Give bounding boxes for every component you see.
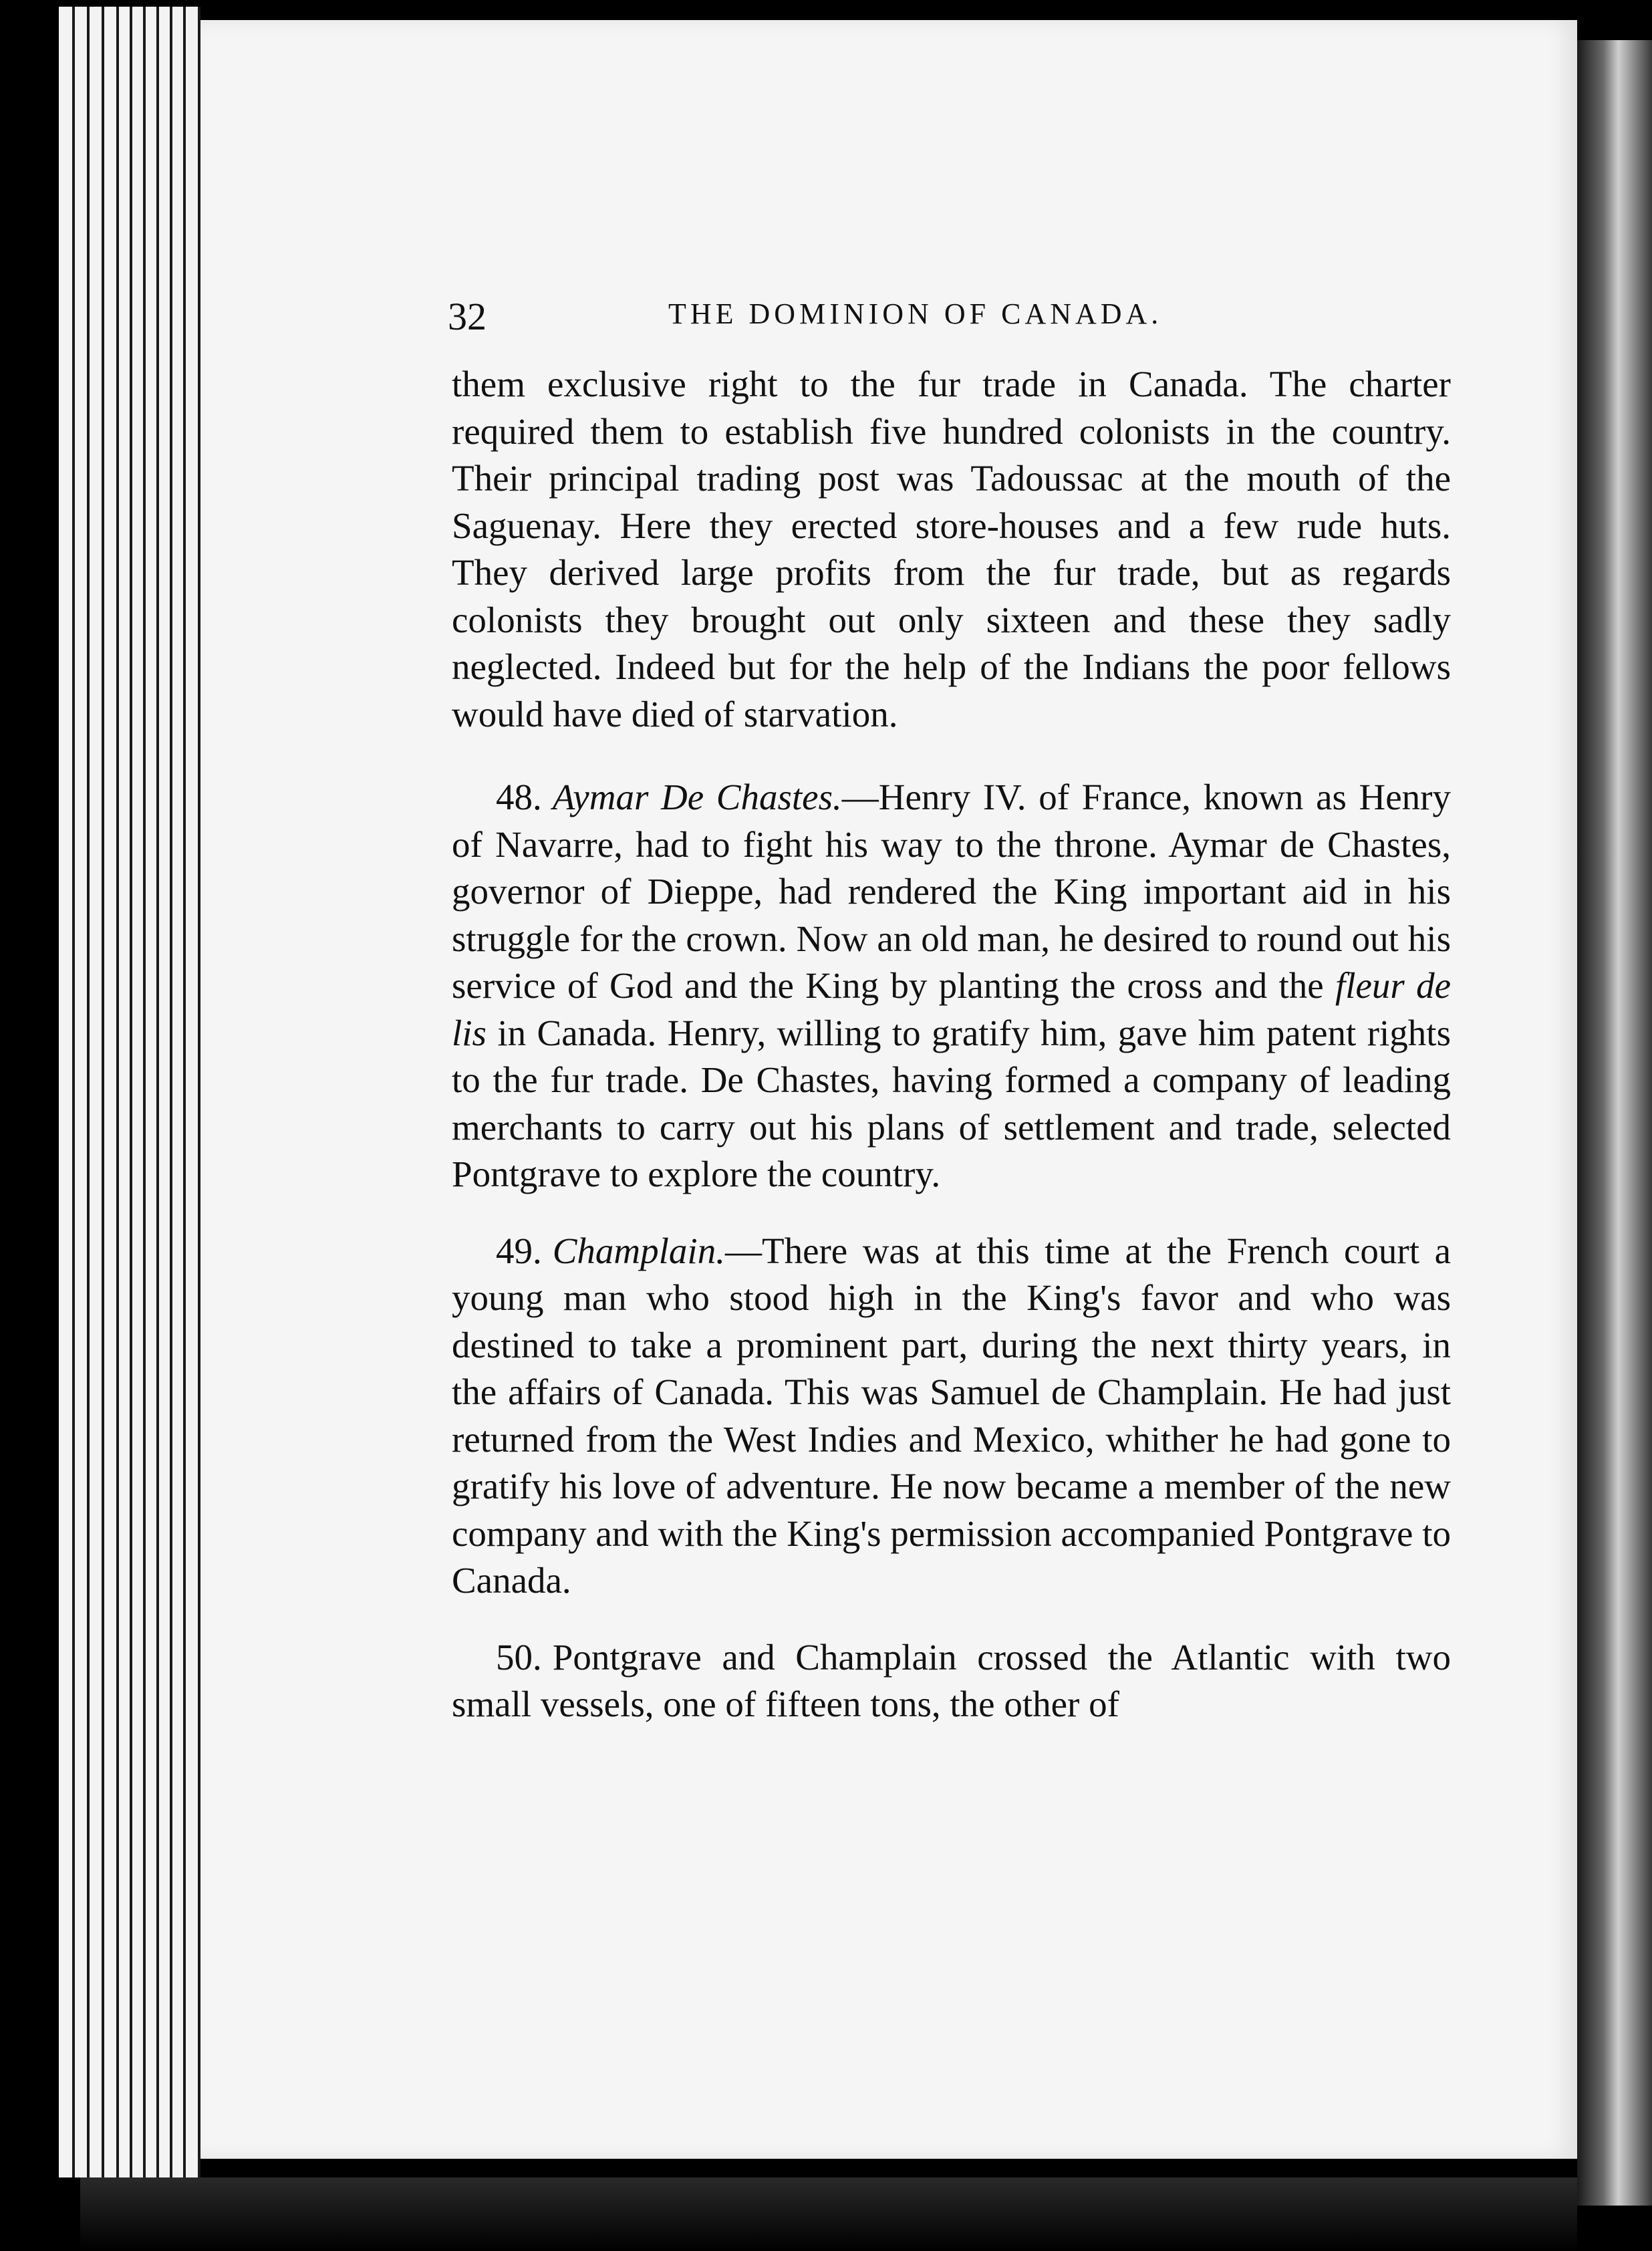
running-title: THE DOMINION OF CANADA.	[668, 297, 1163, 330]
page-edge	[146, 7, 159, 2177]
paragraph-number: 48.	[496, 777, 542, 817]
paragraph-number: 50.	[496, 1636, 542, 1678]
page-edge	[132, 7, 146, 2177]
book-binding-shadow	[1577, 40, 1652, 2206]
paragraph-text: —There was at this time at the French court a young man who stood high in the King's favor and who was destined to take a prominent part, during the next thirty years, in the affairs of Canada. This was Samuel de Champlain. He had just returned from the West Indies and Mexico, whither he had gone to gratify his love of adventure. He now became a member of the new company and with the King's permission accompanied Pontgrave to Canada.	[452, 1230, 1451, 1601]
paragraph-continued	[452, 361, 1451, 738]
section-heading: Aymar De Chastes.	[552, 777, 842, 817]
paragraph-text: in Canada. Henry, willing to gratify him, gave him patent rights to the fur trade. De Chastes, having formed a company of leading merchants to carry out his plans of settlement and trade, selected Pontgrave to explore the country.	[452, 1012, 1451, 1194]
body-text	[452, 361, 1451, 1758]
page-edge	[172, 7, 186, 2177]
paragraph-text: —Henry IV. of France, known as Henry of Navarre, had to fight his way to the throne. Aymar de Chastes, governor of Dieppe, had rendered the King important aid in his struggle for the crown. Now an old man, he desired to round out his service of God and the King by planting the cross and the	[452, 777, 1451, 1006]
page-edge	[159, 7, 172, 2177]
italic-phrase: fleur de lis	[452, 965, 1451, 1053]
page-edge	[119, 7, 132, 2177]
page-edge	[59, 7, 75, 2177]
paragraph-number: 49.	[496, 1230, 542, 1271]
paragraph-50	[452, 1634, 1451, 1728]
page-edge	[104, 7, 119, 2177]
paragraph-48	[452, 774, 1451, 1198]
paragraph-49	[452, 1228, 1451, 1605]
paragraph-text: them exclusive right to the fur trade in Canada. The charter required them to establish five hundred colonists in the country. Their principal trading post was Tadoussac at the mouth of the Saguenay. Here they erected store-houses and a few rude huts. They derived large profits from the fur trade, but as regards colonists they brought out only sixteen and these they sadly neglected. Indeed but for the help of the Indians the poor fellows would have died of starvation.	[452, 364, 1451, 735]
paragraph-text: Pontgrave and Champlain crossed the Atlantic with two small vessels, one of fifteen tons, the other of	[452, 1636, 1451, 1724]
section-heading: Champlain.	[552, 1230, 725, 1271]
scan-bottom-border	[80, 2177, 1577, 2251]
page-edge	[75, 7, 90, 2177]
page-number: 32	[448, 295, 487, 338]
page-edge	[90, 7, 104, 2177]
page-edge	[186, 7, 200, 2177]
